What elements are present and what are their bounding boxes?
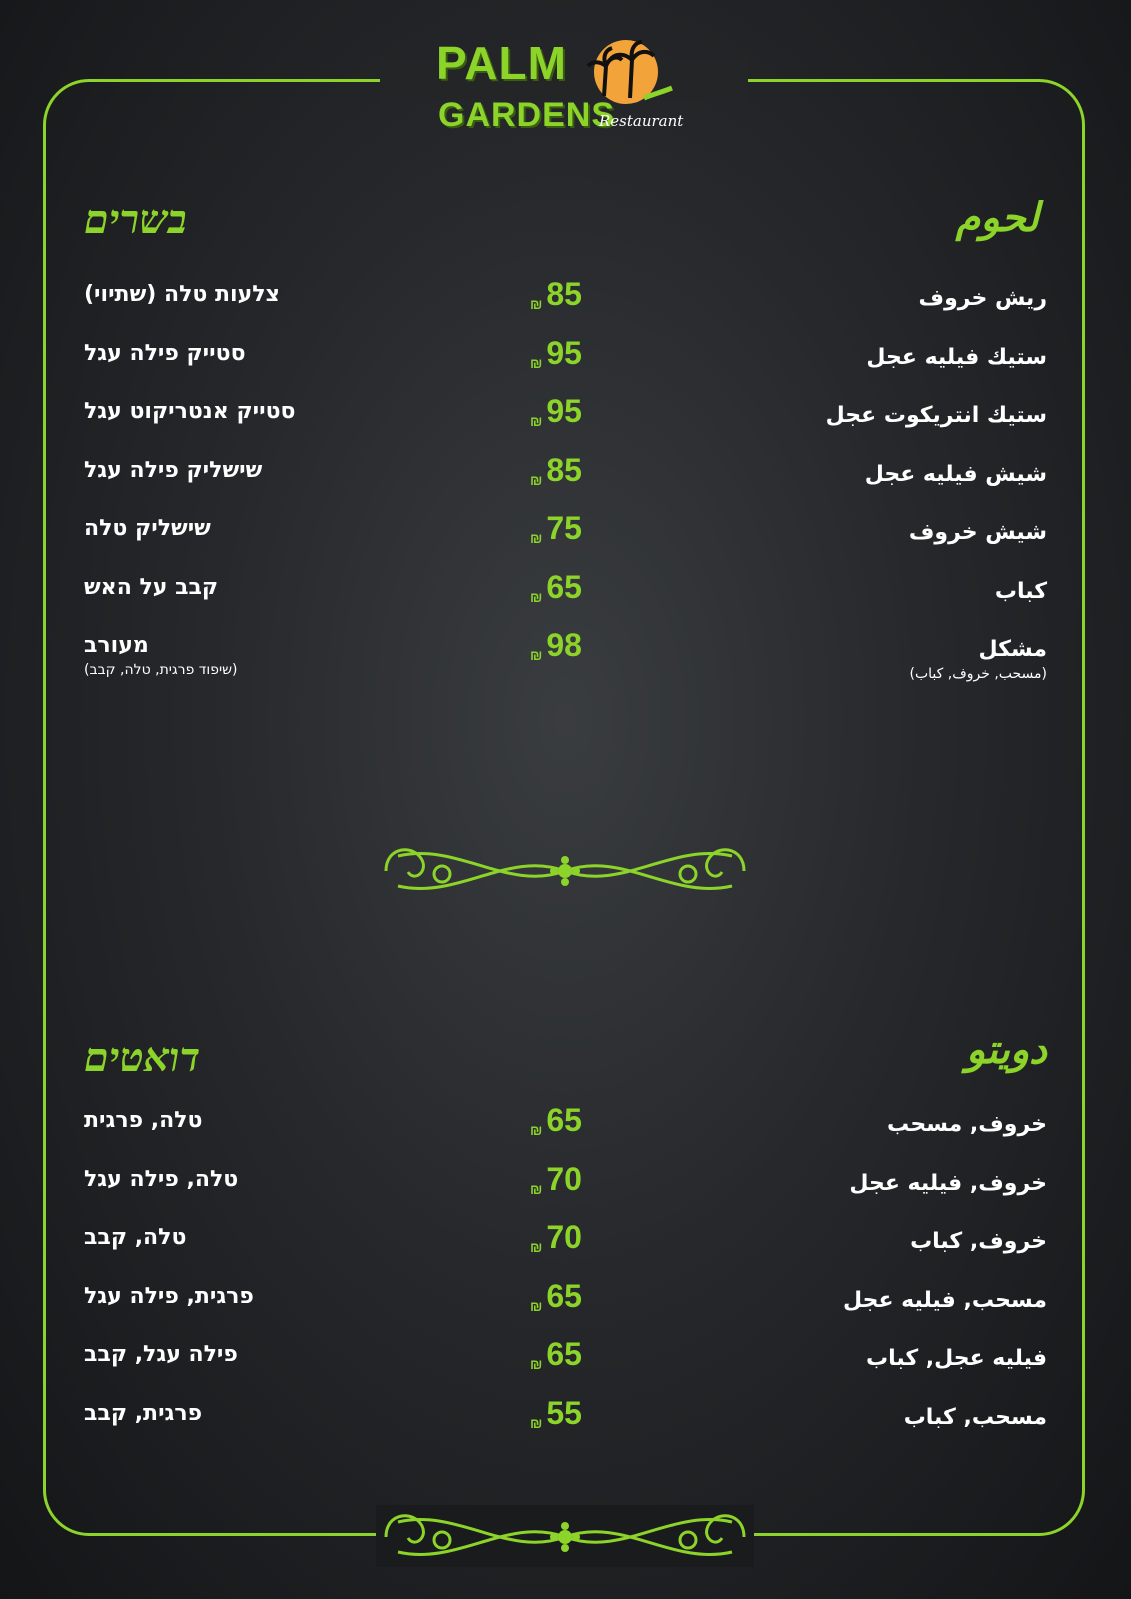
menu-item-arabic: خروف, فيليه عجل — [849, 1170, 1047, 1196]
menu-item-arabic: مسحب, فيليه عجل — [842, 1287, 1047, 1313]
menu-item-price — [530, 568, 582, 605]
menu-item-price — [530, 1394, 582, 1431]
menu-item-hebrew: פרגית, פילה עגל — [84, 1283, 254, 1309]
currency-symbol: ₪ — [530, 1122, 543, 1138]
menu-item-arabic: خروف, كباب — [910, 1229, 1047, 1254]
menu-item-price — [530, 1338, 582, 1371]
currency-symbol: ₪ — [530, 354, 543, 371]
menu-item-price — [530, 1277, 582, 1314]
menu-item-price — [530, 1160, 582, 1197]
menu-item-arabic: فيليه عجل, كباب — [865, 1346, 1047, 1371]
menu-item-arabic: خروف, مسحب — [887, 1112, 1047, 1137]
menu-item-hebrew: טלה, פרגית — [84, 1108, 203, 1133]
menu-item-hebrew: צלעות טלה (שתיוי) — [84, 282, 280, 307]
currency-symbol: ₪ — [530, 471, 543, 488]
menu-item-price — [530, 451, 582, 488]
divider-ornament — [378, 840, 752, 902]
currency-symbol: ₪ — [530, 1414, 543, 1431]
menu-item-arabic: ريش خروف — [918, 286, 1047, 311]
currency-symbol: ₪ — [530, 1297, 543, 1314]
menu-item-hebrew: טלה, פילה עגל — [84, 1166, 239, 1192]
logo-gardens-text: GARDENS — [438, 96, 616, 134]
price-value: 95 — [546, 393, 582, 429]
currency-symbol: ₪ — [530, 647, 543, 663]
menu-item-hebrew: שישליק פילה עגל — [84, 457, 263, 483]
menu-item-hebrew-note: (שיפוד פרגית, טלה, קבב) — [84, 662, 238, 678]
price-value: 85 — [546, 451, 582, 488]
menu-item-hebrew: פרגית, קבב — [84, 1400, 203, 1426]
menu-item-arabic: مسحب, كباب — [903, 1404, 1047, 1430]
menu-item-arabic-note: (مسحب, خروف, كباب) — [909, 666, 1047, 682]
section-title-meats-he: בשרים — [84, 196, 187, 243]
menu-item-price — [530, 629, 582, 662]
price-value: 65 — [546, 1102, 582, 1138]
logo-restaurant-text: Restaurant — [599, 112, 684, 130]
price-value: 65 — [546, 568, 582, 605]
currency-symbol: ₪ — [530, 1356, 543, 1372]
menu-item-hebrew: קבב על האש — [84, 574, 219, 600]
menu-item-arabic: كباب — [994, 578, 1047, 604]
menu-item-price — [530, 334, 582, 371]
price-value: 70 — [546, 1219, 582, 1255]
bottom-ornament — [378, 1506, 752, 1568]
section-title-duets-he: דואטים — [84, 1034, 201, 1081]
price-value: 75 — [546, 510, 582, 546]
price-value: 70 — [546, 1160, 582, 1197]
currency-symbol: ₪ — [530, 413, 543, 429]
menu-item-price — [530, 512, 582, 545]
currency-symbol: ₪ — [530, 296, 543, 312]
menu-item-arabic: شيش خروف — [908, 520, 1047, 545]
menu-item-hebrew: סטייק פילה עגל — [84, 340, 246, 366]
section-title-duets-ar: دويتو — [966, 1026, 1047, 1073]
menu-item-price — [530, 1221, 582, 1254]
price-value: 85 — [546, 276, 582, 312]
menu-item-price — [530, 1104, 582, 1137]
price-value: 55 — [546, 1394, 582, 1431]
menu-item-hebrew: פילה עגל, קבב — [84, 1342, 238, 1367]
currency-symbol: ₪ — [530, 1180, 543, 1197]
menu-item-arabic: شيش فيليه عجل — [864, 461, 1047, 487]
price-value: 98 — [546, 627, 582, 663]
currency-symbol: ₪ — [530, 530, 543, 546]
menu-item-hebrew: סטייק אנטריקוט עגל — [84, 399, 296, 424]
menu-item-price — [530, 278, 582, 311]
menu-item-hebrew: שישליק טלה — [84, 516, 211, 541]
menu-item-arabic: مشكل — [978, 637, 1047, 662]
currency-symbol: ₪ — [530, 1239, 543, 1255]
price-value: 65 — [546, 1336, 582, 1372]
menu-item-arabic: ستيك انتريكوت عجل — [825, 403, 1047, 428]
menu-item-arabic: ستيك فيليه عجل — [866, 344, 1047, 370]
currency-symbol: ₪ — [530, 588, 543, 605]
logo-palm-text: PALM — [436, 37, 567, 89]
price-value: 65 — [546, 1277, 582, 1314]
menu-item-hebrew: טלה, קבב — [84, 1225, 187, 1250]
restaurant-logo — [436, 36, 696, 140]
price-value: 95 — [546, 334, 582, 371]
section-title-meats-ar: لحوم — [955, 194, 1039, 241]
menu-item-price — [530, 395, 582, 428]
menu-item-hebrew: מעורב — [84, 633, 149, 658]
